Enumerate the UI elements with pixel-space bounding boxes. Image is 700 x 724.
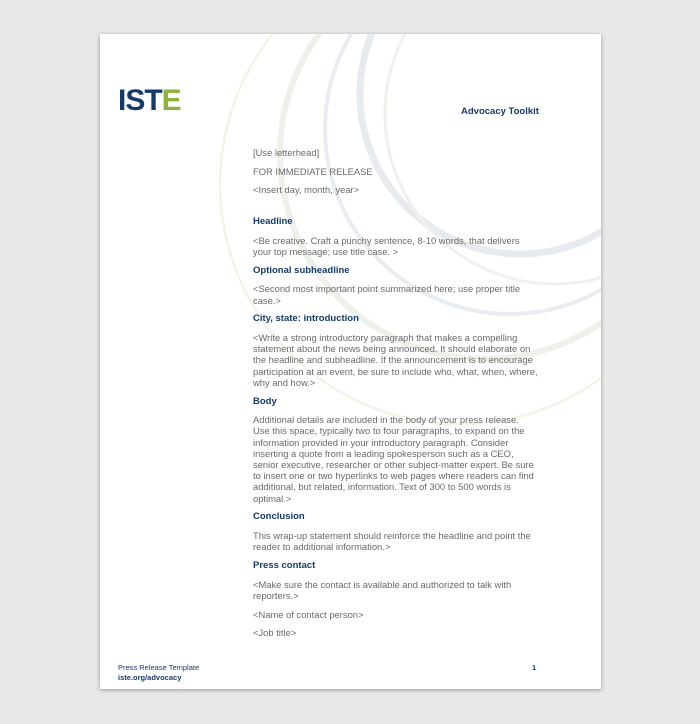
- letterhead-placeholder: [Use letterhead]: [253, 147, 320, 158]
- section-heading: City, state: introduction: [253, 313, 359, 325]
- section-paragraph: <Second most important point summarized here; use proper title case.>: [253, 283, 521, 306]
- section-paragraph: <Name of contact person>: [253, 608, 364, 620]
- release-line: FOR IMMEDIATE RELEASE: [253, 165, 373, 177]
- section-paragraph: Additional details are included in the body of your press release. Use this space, typically two to four paragraphs, to expand on the information provided in your introductory paragraph. Consider inserting a quote from a leading spokesperson such as a CEO, senior executive, researcher or other subject-matter expert. Be sure to insert one or two hyperlinks to web pages where readers can find additional, but related, information. Text of 300 to 500 words is optimal.>: [253, 414, 534, 504]
- document-page: [100, 34, 601, 689]
- footer-url: iste.org/advocacy: [118, 672, 182, 682]
- page-number: 1: [532, 663, 537, 672]
- logo-text-accent: E: [161, 84, 181, 117]
- date-placeholder: <Insert day, month, year>: [253, 184, 360, 196]
- section-paragraph: <Be creative. Craft a punchy sentence, 8-10 words, that delivers your top message; use title case. >: [253, 234, 520, 258]
- advocacy-toolkit-label: Advocacy Toolkit: [461, 106, 539, 117]
- section-paragraph: <Make sure the contact is available and authorized to talk with reporters.>: [253, 578, 512, 601]
- section-heading: Body: [253, 395, 277, 407]
- section-heading: Conclusion: [253, 511, 305, 523]
- section-heading: Headline: [253, 216, 293, 228]
- section-heading: Press contact: [253, 559, 316, 571]
- logo-text-main: IST: [118, 84, 162, 117]
- press-release-content: [253, 147, 538, 646]
- footer: [118, 663, 199, 682]
- section-paragraph: <Write a strong introductory paragraph that makes a compelling statement about the news being announced. It should elaborate on the headline and subheadline. If the announcement is to encourage participation at an event, be sure to include who, what, when, where, why and how.>: [253, 332, 538, 388]
- section-heading: Optional subheadline: [253, 264, 350, 276]
- iste-logo: [118, 86, 181, 116]
- footer-title: Press Release Template: [118, 663, 200, 672]
- section-paragraph: This wrap-up statement should reinforce the headline and point the reader to additional information.>: [253, 530, 531, 553]
- section-paragraph: <Job title>: [253, 627, 297, 639]
